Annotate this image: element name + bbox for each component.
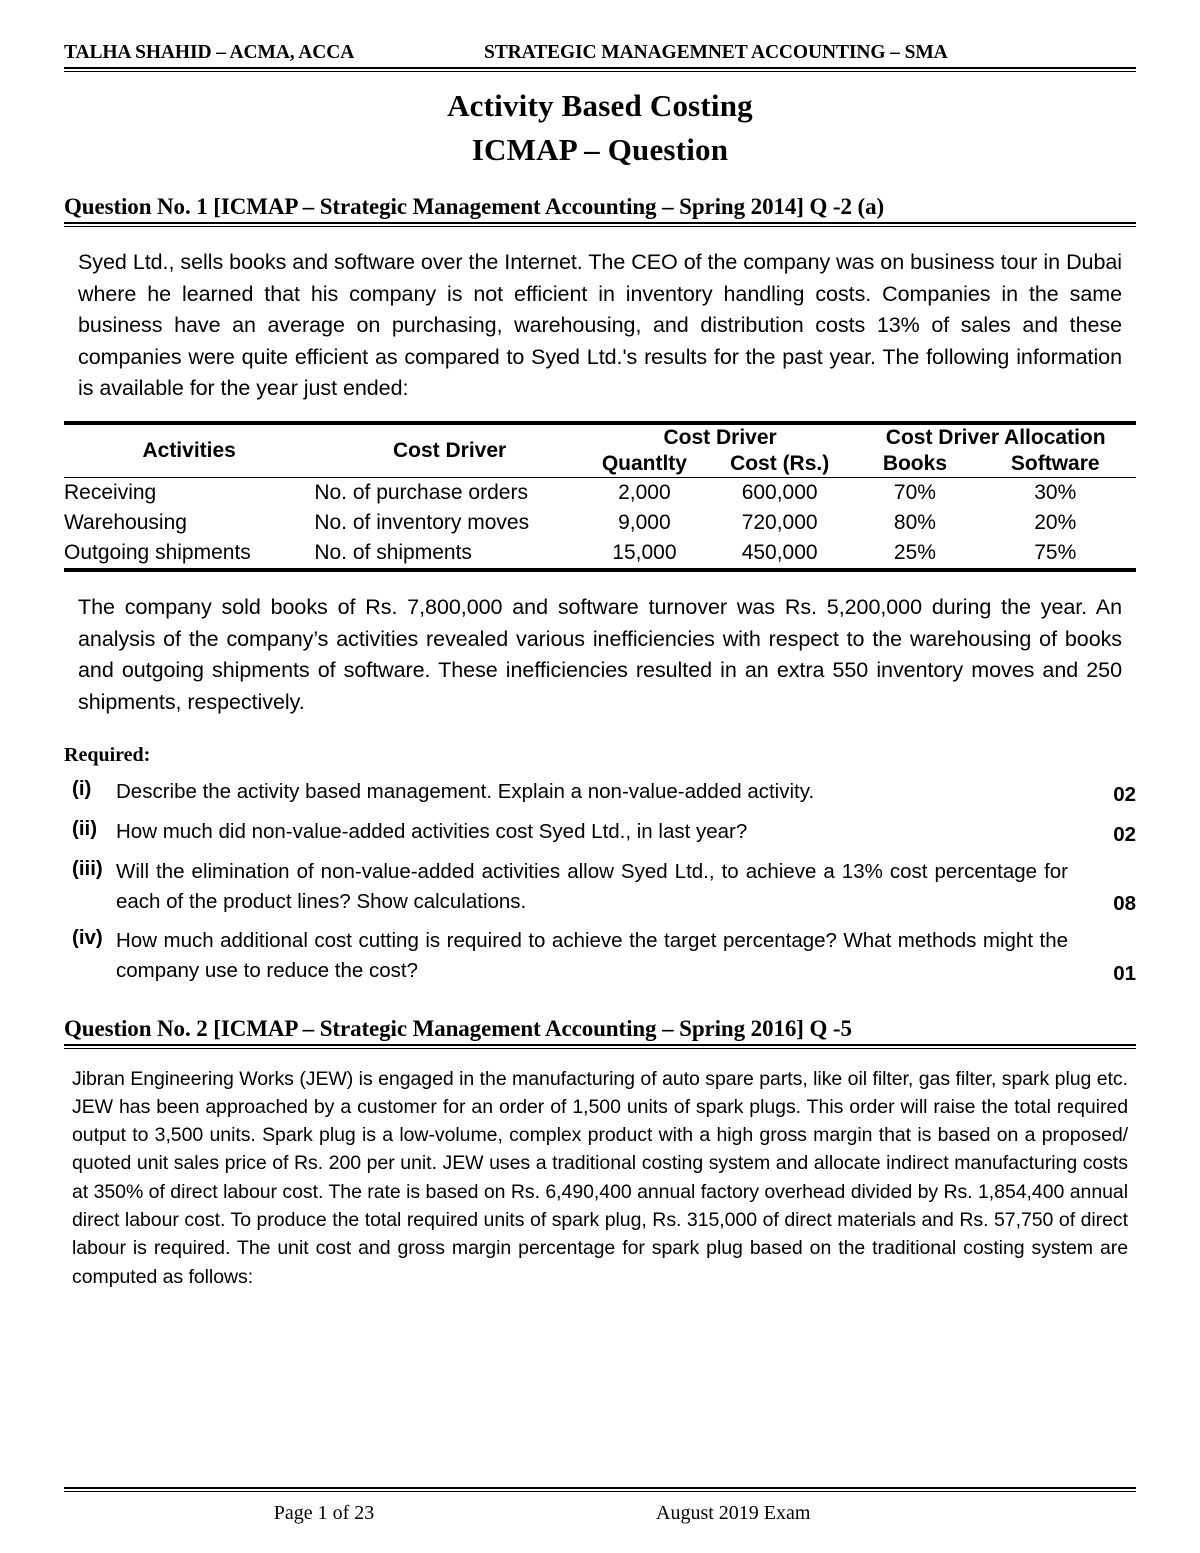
cell-software: 30% — [1034, 481, 1077, 504]
table-header-row-1 — [64, 423, 1136, 451]
question-2-heading-divider — [64, 1044, 1136, 1049]
header-author: TALHA SHAHID – ACMA, ACCA — [64, 42, 355, 63]
header-divider — [64, 67, 1136, 72]
requirement-marks: 02 — [1113, 783, 1136, 807]
question-2-block — [64, 1016, 1136, 1291]
requirement-marks: 01 — [1113, 961, 1136, 985]
question-1-heading-divider — [64, 222, 1136, 227]
requirement-marks: 02 — [1113, 822, 1136, 846]
page-number: Page 1 of 23 — [273, 1502, 375, 1524]
requirement-text: How much additional cost cutting is required to achieve the target percentage? What methods might the company use to reduce the cost? — [116, 929, 1068, 982]
requirement-number: (ii) — [72, 817, 98, 841]
cell-cost: 720,000 — [741, 511, 818, 534]
title-line-1: Activity Based Costing — [447, 88, 753, 123]
cell-software: 75% — [1034, 541, 1077, 564]
requirement-text: How much did non-value-added activities cost Syed Ltd., in last year? — [116, 820, 748, 844]
cell-driver: No. of shipments — [314, 541, 472, 564]
list-item — [64, 926, 1136, 985]
cell-driver: No. of inventory moves — [314, 511, 530, 534]
question-1-intro-paragraph: Syed Ltd., sells books and software over the Internet. The CEO of the company was on business tour in Dubai where he learned that his company is not efficient in inventory handling costs. Companies in the same business have an average on purchasing, warehousing, and distribution costs 13% of sales and these companies were quite efficient as compared to Syed Ltd.'s results for the past year. The following information is available for the year just ended: — [78, 250, 1122, 401]
column-header-books: Books — [882, 452, 947, 475]
column-header-cost-driver: Cost Driver — [392, 439, 507, 462]
requirement-number: (iv) — [72, 926, 103, 950]
title-line-2: ICMAP – Question — [471, 132, 729, 168]
cell-cost: 600,000 — [741, 481, 818, 504]
list-item — [64, 857, 1136, 916]
requirement-text: Describe the activity based management. Explain a non-value-added activity. — [116, 780, 815, 804]
table-body — [64, 478, 1136, 571]
page-title — [64, 84, 1136, 172]
requirement-text: Will the elimination of non-value-added activities allow Syed Ltd., to achieve a 13% cost percentage for each of the product lines? Show calculations. — [116, 859, 1068, 913]
column-header-cost: Cost (Rs.) — [730, 452, 830, 475]
exam-session: August 2019 Exam — [656, 1502, 811, 1524]
running-header — [64, 0, 1136, 64]
table-row — [64, 478, 1136, 509]
cell-books: 80% — [893, 511, 936, 534]
question-2-intro-paragraph: Jibran Engineering Works (JEW) is engaged in the manufacturing of auto spare parts, like oil filter, gas filter, spark plug etc. JEW has been approached by a customer for an order of 1,500 units of spark plugs. This order will raise the total required output to 3,500 units. Spark plug is a low-volume, complex product with a high gross margin that is based on a proposed/ quoted unit sales price of Rs. 200 per unit. JEW uses a traditional costing system and allocate indirect manufacturing costs at 350% of direct labour cost. The rate is based on Rs. 6,490,400 annual factory overhead divided by Rs. 1,854,400 annual direct labour cost. To produce the total required units of spark plug, Rs. 315,000 of direct materials and Rs. 57,750 of direct labour is required. The unit cost and gross margin percentage for spark plug based on the traditional costing system are computed as follows: — [72, 1067, 1128, 1288]
requirement-number: (iii) — [72, 856, 103, 880]
requirement-marks: 08 — [1113, 892, 1136, 916]
cell-books: 70% — [893, 481, 936, 504]
cell-activity: Warehousing — [64, 511, 187, 534]
question-1-heading: Question No. 1 [ICMAP – Strategic Management Accounting – Spring 2014] Q -2 (a) — [64, 194, 885, 220]
column-group-cost-driver-allocation: Cost Driver Allocation — [885, 426, 1106, 449]
table-row — [64, 508, 1136, 538]
list-item — [64, 777, 1136, 807]
table-head — [64, 423, 1136, 478]
cell-quantity: 9,000 — [618, 511, 671, 534]
table-row — [64, 538, 1136, 570]
cell-activity: Outgoing shipments — [64, 541, 251, 564]
running-footer — [64, 1487, 1136, 1525]
cell-books: 25% — [893, 541, 936, 564]
cell-quantity: 2,000 — [618, 481, 671, 504]
question-2-heading: Question No. 2 [ICMAP – Strategic Management Accounting – Spring 2016] Q -5 — [64, 1015, 852, 1041]
column-group-cost-driver: Cost Driver — [663, 426, 777, 449]
footer-divider — [64, 1487, 1136, 1492]
cost-driver-table — [64, 421, 1136, 572]
header-subject: STRATEGIC MANAGEMNET ACCOUNTING – SMA — [484, 42, 948, 63]
cell-cost: 450,000 — [741, 541, 818, 564]
cell-activity: Receiving — [64, 481, 157, 504]
question-1-after-table-paragraph: The company sold books of Rs. 7,800,000 and software turnover was Rs. 5,200,000 during the year. An analysis of the company’s activities revealed various inefficiencies with respect to the warehousing of books and outgoing shipments of software. These inefficiencies resulted in an extra 550 inventory moves and 250 shipments, respectively. — [78, 595, 1122, 714]
column-header-software: Software — [1010, 452, 1100, 475]
column-header-activities: Activities — [142, 439, 236, 462]
cell-software: 20% — [1034, 511, 1077, 534]
requirement-number: (i) — [72, 777, 92, 801]
required-items-list — [64, 777, 1136, 985]
column-header-quantity: Quantlty — [601, 452, 687, 475]
list-item — [64, 817, 1136, 847]
cell-quantity: 15,000 — [612, 541, 677, 564]
required-label: Required: — [64, 744, 151, 767]
footer-row — [64, 1502, 1136, 1525]
cell-driver: No. of purchase orders — [314, 481, 528, 504]
cost-driver-table-wrapper — [64, 421, 1136, 572]
